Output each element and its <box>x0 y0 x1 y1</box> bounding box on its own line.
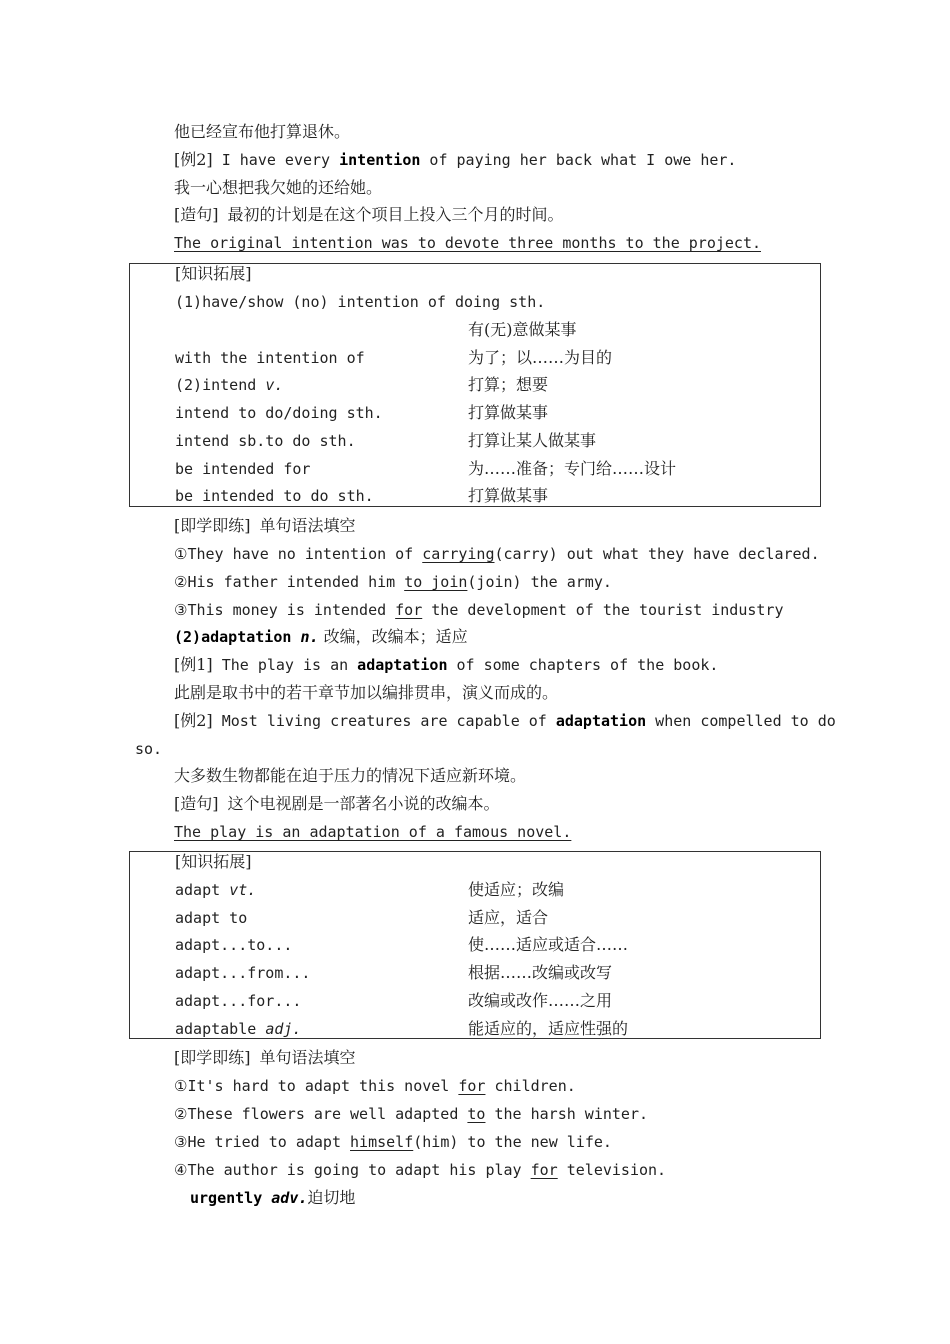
phrase-en: (1)have/show (no) intention of doing sth. <box>175 293 546 311</box>
example-sentence: [例2] I have every intention of paying her back what I owe her. <box>174 150 737 169</box>
phrase-en: adapt...to... <box>175 936 293 954</box>
cn-translation: 大多数生物都能在迫于压力的情况下适应新环境。 <box>174 766 527 785</box>
practice-item: ①It's hard to adapt this novel for children. <box>174 1077 576 1095</box>
sentence-making-answer: The original intention was to devote three months to the project. <box>174 234 761 252</box>
phrase-en: intend to do/doing sth. <box>175 404 383 422</box>
cn-translation: 我一心想把我欠她的还给她。 <box>174 178 383 197</box>
vocab-headword: (2)adaptation n. 改编，改编本；适应 <box>174 627 468 646</box>
phrase-cn: 使适应；改编 <box>468 880 565 899</box>
vocab-headword: urgently adv.迫切地 <box>190 1188 356 1207</box>
phrase-en: adapt to <box>175 909 248 927</box>
phrase-cn: 打算让某人做某事 <box>468 431 597 450</box>
answer-blank: to join <box>404 573 468 591</box>
answer-blank: himself <box>350 1133 414 1151</box>
sentence-making-answer: The play is an adaptation of a famous novel. <box>174 823 572 841</box>
practice-title: [即学即练] 单句语法填空 <box>174 1048 356 1067</box>
answer-blank: for <box>530 1161 558 1179</box>
knowledge-expansion-box <box>129 851 821 1039</box>
phrase-cn: 打算做某事 <box>468 403 549 422</box>
phrase-en: adaptable adj. <box>175 1020 302 1038</box>
sentence-making-prompt: [造句] 这个电视剧是一部著名小说的改编本。 <box>174 794 500 813</box>
example-sentence-wrap: so. <box>135 740 163 758</box>
practice-item: ③He tried to adapt himself(him) to the new life. <box>174 1133 612 1151</box>
phrase-en: intend sb.to do sth. <box>175 432 356 450</box>
phrase-cn: 改编或改作……之用 <box>468 991 613 1010</box>
box-title: [知识拓展] <box>175 264 252 283</box>
answer-blank: carrying <box>422 545 495 563</box>
cn-translation: 此剧是取书中的若干章节加以编排贯串，演义而成的。 <box>174 683 559 702</box>
practice-item: ②These flowers are well adapted to the harsh winter. <box>174 1105 649 1123</box>
phrase-en: be intended for <box>175 460 311 478</box>
cn-translation: 他已经宣布他打算退休。 <box>174 122 351 141</box>
practice-item: ④The author is going to adapt his play for television. <box>174 1161 667 1179</box>
phrase-en: be intended to do sth. <box>175 487 374 505</box>
practice-item: ②His father intended him to join(join) the army. <box>174 573 612 591</box>
phrase-en: (2)intend v. <box>175 376 284 394</box>
phrase-cn: 为了；以……为目的 <box>468 348 613 367</box>
example-sentence: [例1] The play is an adaptation of some chapters of the book. <box>174 655 719 674</box>
phrase-cn: 能适应的，适应性强的 <box>468 1019 629 1038</box>
phrase-en: adapt...from... <box>175 964 311 982</box>
answer-blank: to <box>467 1105 486 1123</box>
sentence-making-prompt: [造句] 最初的计划是在这个项目上投入三个月的时间。 <box>174 205 564 224</box>
example-sentence: [例2] Most living creatures are capable of adaptation when compelled to do <box>174 711 836 730</box>
phrase-en: adapt...for... <box>175 992 302 1010</box>
practice-item: ③This money is intended for the development of the tourist industry <box>174 601 784 619</box>
answer-blank: for <box>458 1077 486 1095</box>
box-title: [知识拓展] <box>175 852 252 871</box>
phrase-cn: 打算；想要 <box>468 375 549 394</box>
phrase-cn: 适应，适合 <box>468 908 549 927</box>
practice-title: [即学即练] 单句语法填空 <box>174 516 356 535</box>
phrase-cn: 打算做某事 <box>468 486 549 505</box>
phrase-en: adapt vt. <box>175 881 257 899</box>
phrase-en: with the intention of <box>175 349 365 367</box>
answer-blank: for <box>395 601 423 619</box>
knowledge-expansion-box <box>129 263 821 507</box>
phrase-cn: 根据……改编或改写 <box>468 963 613 982</box>
practice-item: ①They have no intention of carrying(carry) out what they have declared. <box>174 545 820 563</box>
phrase-cn: 有(无)意做某事 <box>468 320 577 339</box>
phrase-cn: 使……适应或适合…… <box>468 935 629 954</box>
phrase-cn: 为……准备；专门给……设计 <box>468 459 677 478</box>
